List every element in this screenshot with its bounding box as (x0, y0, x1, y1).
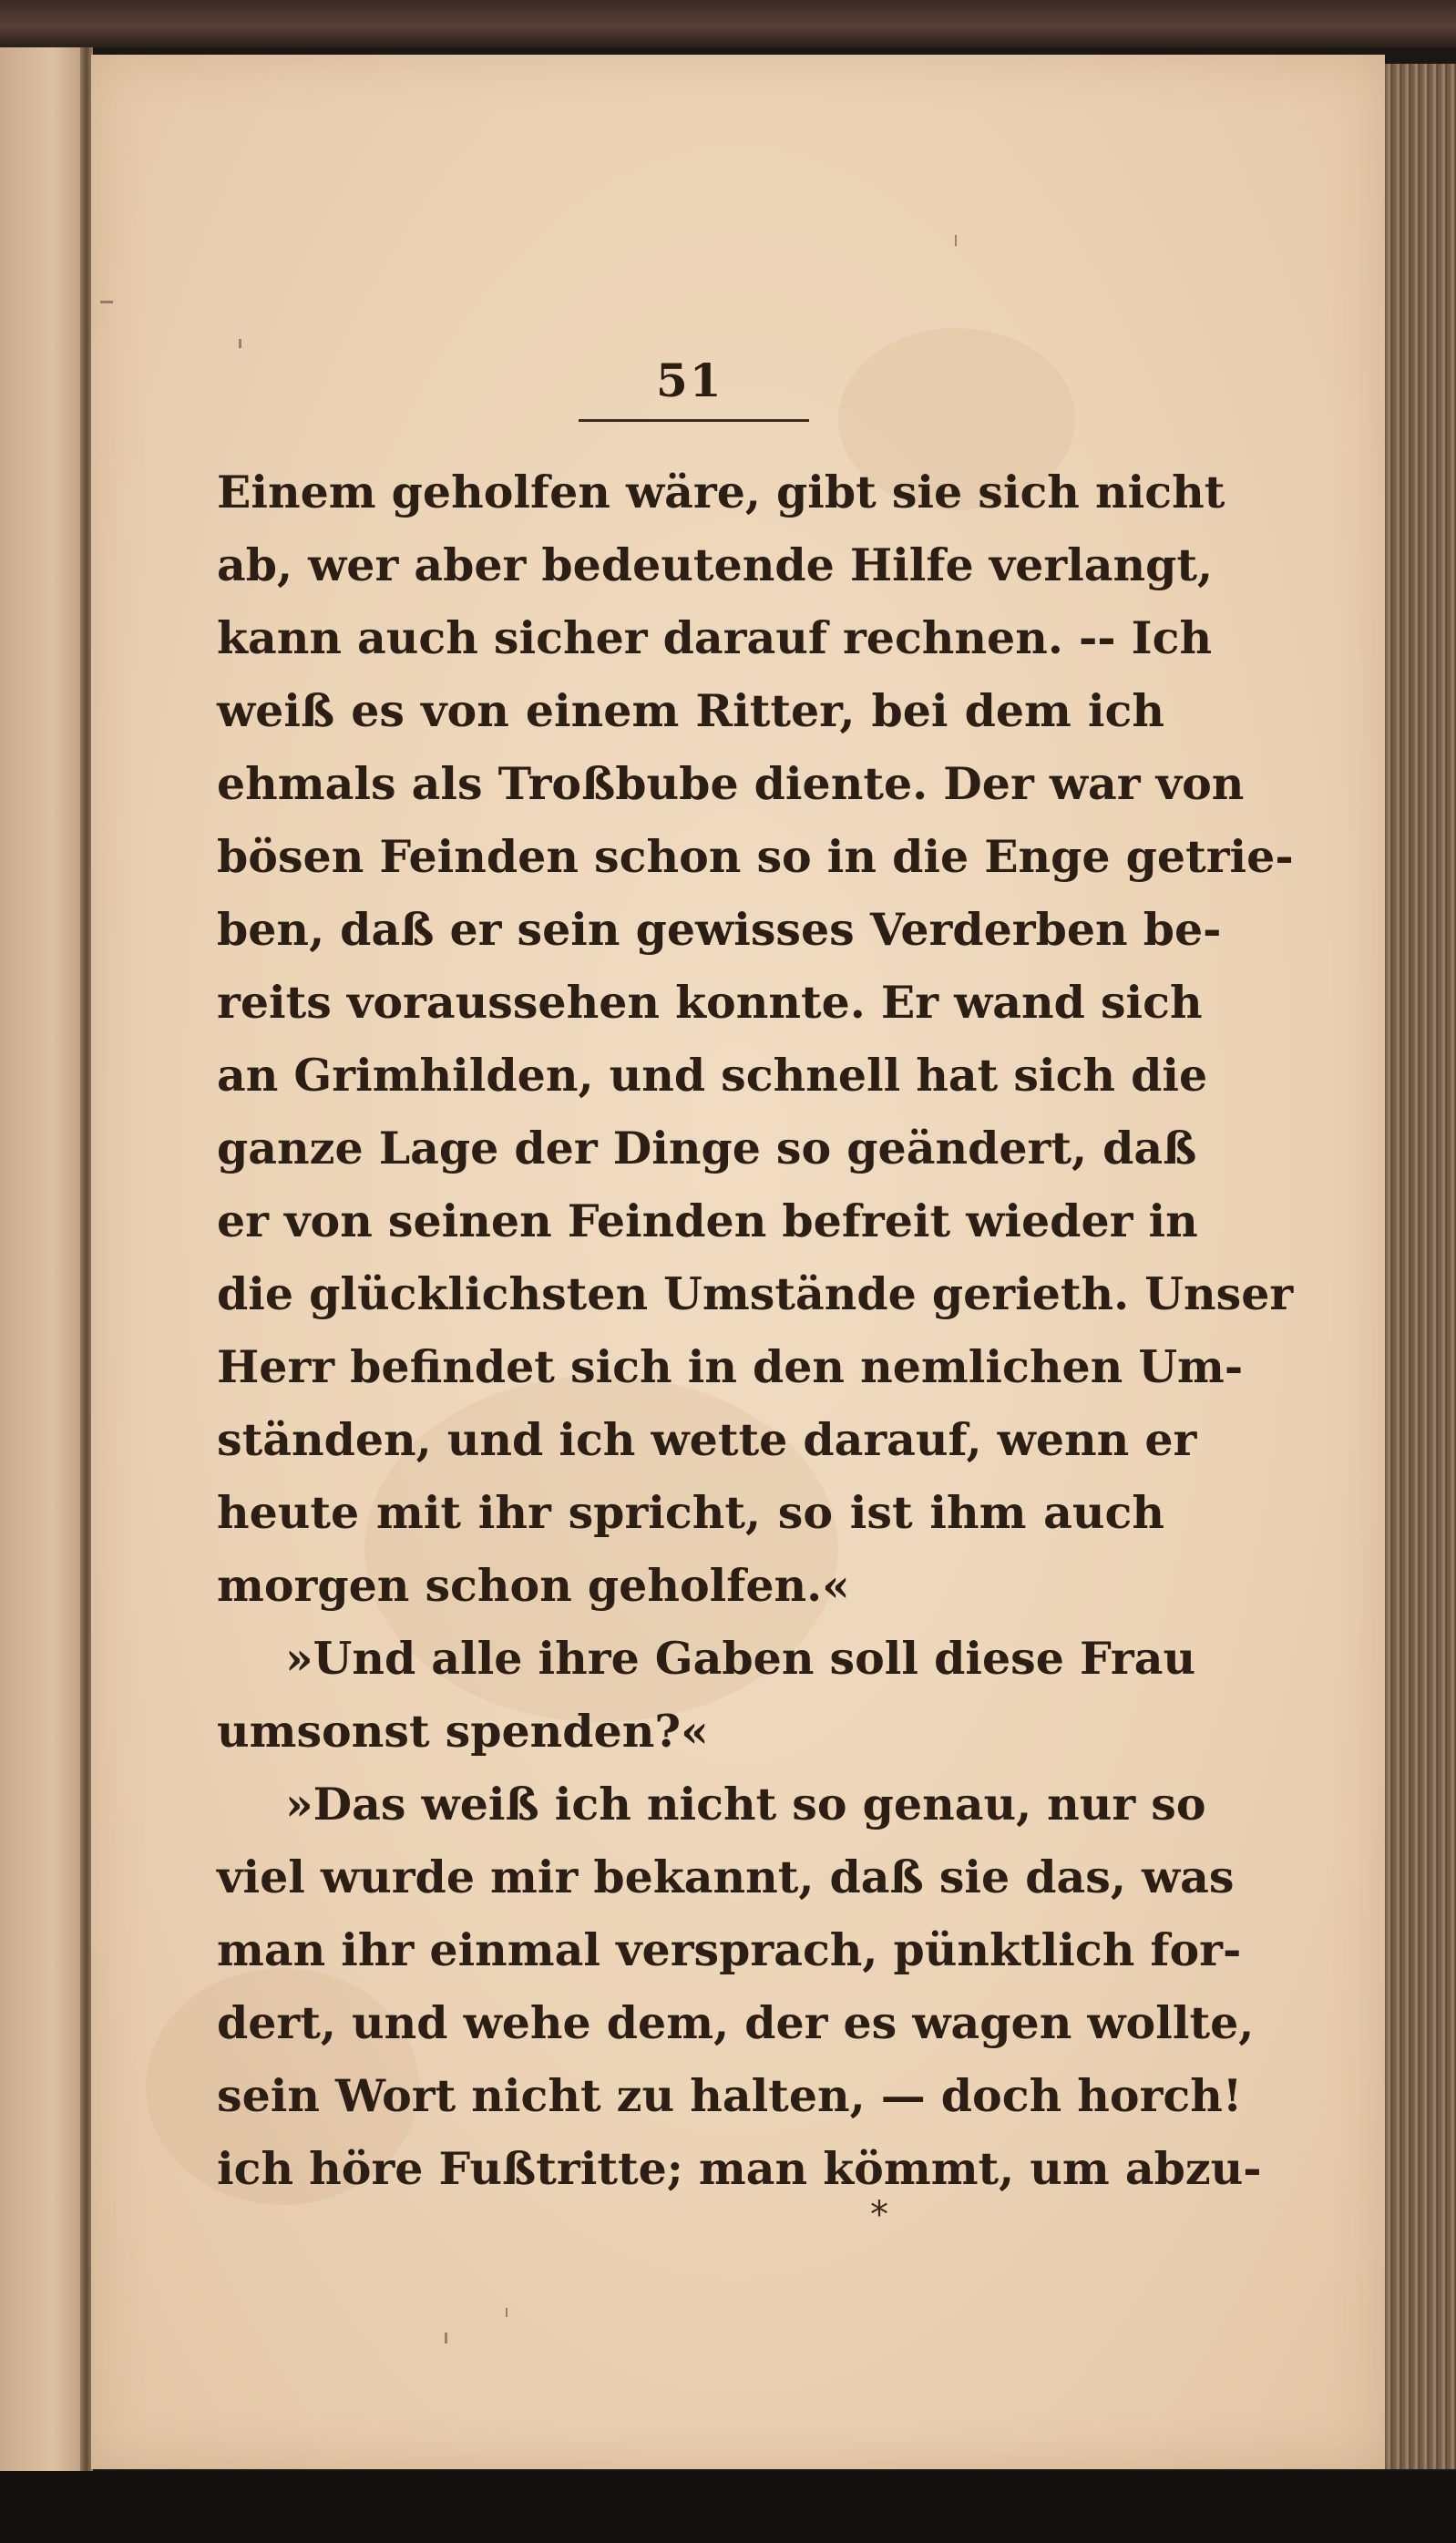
text-line: heute mit ihr spricht, so ist ihm auch (217, 1486, 1164, 1539)
text-line: ehmals als Troßbube diente. Der war von (217, 757, 1245, 810)
text-line: dert, und wehe dem, der es wagen wollte, (217, 1996, 1255, 2049)
text-line: ab, wer aber bedeutende Hilfe verlangt, (217, 538, 1214, 591)
text-line: ständen, und ich wette darauf, wenn er (217, 1413, 1197, 1466)
paper-speck (955, 235, 957, 246)
text-line: kann auch sicher darauf rechnen. -- Ich (217, 611, 1213, 664)
text-line: »Und alle ihre Gaben soll diese Frau (285, 1632, 1196, 1685)
paper-speck (445, 2333, 447, 2343)
text-line: morgen schon geholfen.« (217, 1559, 850, 1612)
text-line: weiß es von einem Ritter, bei dem ich (217, 684, 1164, 737)
book-cover-bottom (0, 2471, 1456, 2543)
text-line: ich höre Fußtritte; man kömmt, um abzu- (217, 2142, 1262, 2195)
text-line: man ihr einmal versprach, pünktlich for- (217, 1923, 1242, 1976)
text-line: Einem geholfen wäre, gibt sie sich nicht (217, 466, 1225, 518)
text-line: die glücklichsten Umstände gerieth. Unser (217, 1267, 1294, 1320)
body-text (217, 456, 1294, 2205)
book-cover-top (0, 0, 1456, 47)
text-line: viel wurde mir bekannt, daß sie das, was (217, 1851, 1235, 1903)
signature-mark: * (870, 2194, 888, 2236)
text-line: sein Wort nicht zu halten, — doch horch! (217, 2069, 1243, 2122)
page-number-rule (579, 419, 809, 422)
text-line: »Das weiß ich nicht so genau, nur so (285, 1778, 1206, 1830)
paper-speck (506, 2308, 508, 2317)
text-line: Herr befindet sich in den nemlichen Um- (217, 1340, 1244, 1393)
left-page-edge (0, 47, 87, 2471)
text-line: reits voraussehen konnte. Er wand sich (217, 976, 1203, 1029)
paper-speck (100, 301, 113, 303)
text-line: bösen Feinden schon so in die Enge getrie- (217, 830, 1294, 883)
page-number: 51 (656, 354, 723, 407)
text-line: er von seinen Feinden befreit wieder in (217, 1195, 1198, 1247)
text-line: ganze Lage der Dinge so geändert, daß (217, 1122, 1197, 1174)
page-block-edges (1376, 64, 1456, 2469)
text-line: ben, daß er sein gewisses Verderben be- (217, 903, 1222, 956)
paper-speck (239, 339, 241, 348)
text-line: umsonst spenden?« (217, 1705, 709, 1758)
text-line: an Grimhilden, und schnell hat sich die (217, 1049, 1208, 1102)
